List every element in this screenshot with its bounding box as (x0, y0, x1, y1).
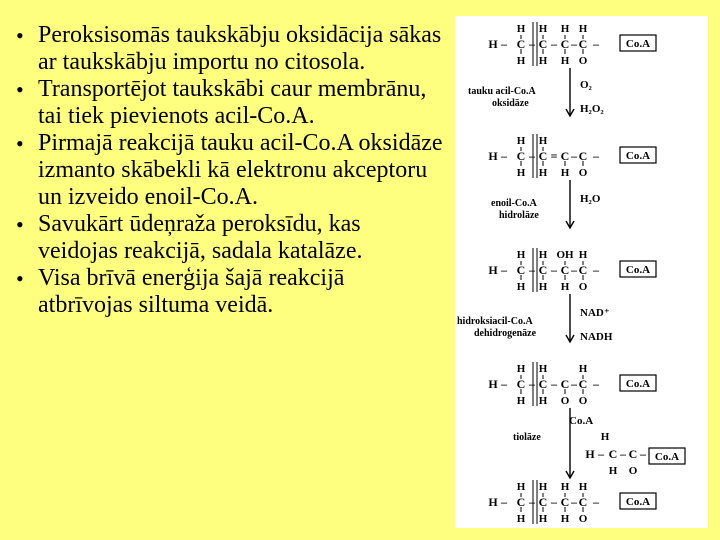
atom-top: OH (556, 249, 574, 261)
atom-top: H (578, 249, 588, 261)
coa-label: Co.A (625, 38, 651, 50)
bond-dash: – (620, 447, 626, 461)
bond-dash: – (501, 37, 507, 51)
bullet-text: Pirmajā reakcijā tauku acil-Co.A oksidāze izmanto skābekli kā elektronu akceptoru un izveido enoil-Co.A. (38, 130, 443, 210)
cofactor-label: NADH (580, 331, 613, 343)
enzyme-label: oksidāze (492, 98, 529, 109)
atom-bottom: H (560, 513, 570, 525)
atom-c: C (538, 377, 548, 391)
atom-top: H (538, 363, 548, 375)
coa-label: Co.A (625, 496, 651, 508)
atom-h: H (608, 465, 618, 477)
bond-dash: – (551, 377, 557, 391)
cofactor-label: H₂O₂ (580, 103, 604, 115)
bond-dash: – (571, 37, 577, 51)
atom-bottom: H (538, 513, 548, 525)
bond-dash: – (593, 149, 599, 163)
atom-h: H (488, 37, 498, 51)
bond-dash: – (598, 447, 604, 461)
atom-top: H (516, 135, 526, 147)
atom-top: H (578, 23, 588, 35)
atom-top: H (578, 363, 588, 375)
bond-dash: – (593, 377, 599, 391)
enzyme-label: hidroksiacil-Co.A (457, 316, 533, 327)
coa-label: Co.A (654, 451, 680, 463)
atom-c: C (560, 37, 570, 51)
bullet-dot: • (16, 77, 24, 102)
atom-c: C (538, 149, 548, 163)
bond-dash: – (501, 377, 507, 391)
atom-c: C (516, 377, 526, 391)
atom-c: C (560, 495, 570, 509)
bullet-item (14, 22, 444, 76)
reaction-scheme (455, 16, 708, 528)
bullet-dot: • (16, 23, 24, 48)
atom-c: C (538, 495, 548, 509)
atom-bottom: H (516, 55, 526, 67)
atom-bottom: H (516, 167, 526, 179)
atom-h: H (488, 263, 498, 277)
atom-bottom: O (578, 513, 588, 525)
atom-top: H (516, 249, 526, 261)
bond-dash: – (593, 263, 599, 277)
atom-c: C (578, 495, 588, 509)
atom-c: C (578, 377, 588, 391)
atom-c: C (608, 447, 618, 461)
bond-dash: – (593, 495, 599, 509)
atom-c: C (516, 263, 526, 277)
atom-o: O (628, 465, 638, 477)
cofactor-label: H₂O (580, 193, 601, 205)
bond-dash: – (529, 149, 535, 163)
atom-top: H (560, 481, 570, 493)
bond-dash: – (501, 495, 507, 509)
atom-c: C (538, 37, 548, 51)
atom-bottom: H (538, 55, 548, 67)
bullet-dot: • (16, 131, 24, 156)
bullet-dot: • (16, 266, 24, 291)
bond-dash: – (571, 377, 577, 391)
bullet-text: Peroksisomās taukskābju oksidācija sākas ar taukskābju importu no citosola. (38, 22, 442, 75)
coa-label: Co.A (625, 264, 651, 276)
bullet-item (14, 130, 444, 211)
atom-top: H (560, 23, 570, 35)
bullet-item (14, 265, 444, 319)
bond-dash: – (551, 37, 557, 51)
bond-dash: – (529, 495, 535, 509)
atom-bottom: H (516, 395, 526, 407)
atom-c: C (578, 149, 588, 163)
enzyme-label: enoil-Co.A (491, 198, 537, 209)
enzyme-label: tauku acil-Co.A (468, 86, 536, 97)
bond-dash: – (593, 37, 599, 51)
bullet-text: Transportējot taukskābi caur membrānu, tai tiek pievienots acil-Co.A. (38, 76, 427, 129)
atom-h: H (488, 377, 498, 391)
atom-c: C (538, 263, 548, 277)
atom-c: C (560, 149, 570, 163)
atom-c: C (578, 37, 588, 51)
bond-dash: – (571, 495, 577, 509)
atom-bottom: H (538, 281, 548, 293)
atom-c: C (578, 263, 588, 277)
coa-label: Co.A (625, 150, 651, 162)
bond-dash: – (551, 495, 557, 509)
atom-c: C (516, 37, 526, 51)
atom-bottom: H (560, 281, 570, 293)
atom-c: C (628, 447, 638, 461)
bond-dash: – (501, 149, 507, 163)
bond-dash: – (529, 377, 535, 391)
atom-c: C (516, 495, 526, 509)
bond-dash: – (571, 149, 577, 163)
atom-bottom: O (578, 395, 588, 407)
atom-h: H (488, 149, 498, 163)
atom-top: H (538, 23, 548, 35)
atom-top: H (516, 23, 526, 35)
atom-h: H (585, 447, 595, 461)
bond-dash: – (529, 37, 535, 51)
bullet-text: Visa brīvā enerģija šajā reakcijā atbrīvojas siltuma veidā. (38, 265, 345, 318)
atom-bottom: O (578, 281, 588, 293)
atom-top: H (516, 363, 526, 375)
bond-dash: – (501, 263, 507, 277)
atom-c: C (560, 377, 570, 391)
atom-top: H (538, 249, 548, 261)
atom-top: H (538, 135, 548, 147)
bond-dash: – (529, 263, 535, 277)
atom-bottom: H (538, 395, 548, 407)
atom-bottom: O (560, 395, 570, 407)
atom-bottom: H (516, 281, 526, 293)
enzyme-label: tiolāze (513, 432, 541, 443)
beta-oxidation-figure (455, 16, 708, 528)
bond-dash: – (551, 263, 557, 277)
bullet-list (14, 22, 444, 319)
atom-top: H (578, 481, 588, 493)
bullet-dot: • (16, 212, 24, 237)
cofactor-label: NAD⁺ (580, 307, 610, 319)
atom-bottom: H (560, 55, 570, 67)
bullet-item (14, 211, 444, 265)
atom-c: C (560, 263, 570, 277)
bond-dash: – (640, 447, 646, 461)
atom-bottom: H (516, 513, 526, 525)
bullet-text: Savukārt ūdeņraža peroksīdu, kas veidojas reakcijā, sadala katalāze. (38, 211, 363, 264)
enzyme-label: hidrolāze (499, 210, 539, 221)
atom-bottom: H (538, 167, 548, 179)
atom-bottom: O (578, 55, 588, 67)
atom-c: C (516, 149, 526, 163)
atom-top: H (516, 481, 526, 493)
bond-dash: = (550, 149, 558, 163)
atom-bottom: O (578, 167, 588, 179)
atom-h: H (600, 431, 610, 443)
cofactor-label: Co.A (569, 415, 594, 427)
atom-bottom: H (560, 167, 570, 179)
enzyme-label: dehidrogenāze (474, 328, 537, 339)
atom-top: H (538, 481, 548, 493)
atom-h: H (488, 495, 498, 509)
coa-label: Co.A (625, 378, 651, 390)
bond-dash: – (571, 263, 577, 277)
bullet-item (14, 76, 444, 130)
cofactor-label: O₂ (580, 79, 592, 91)
